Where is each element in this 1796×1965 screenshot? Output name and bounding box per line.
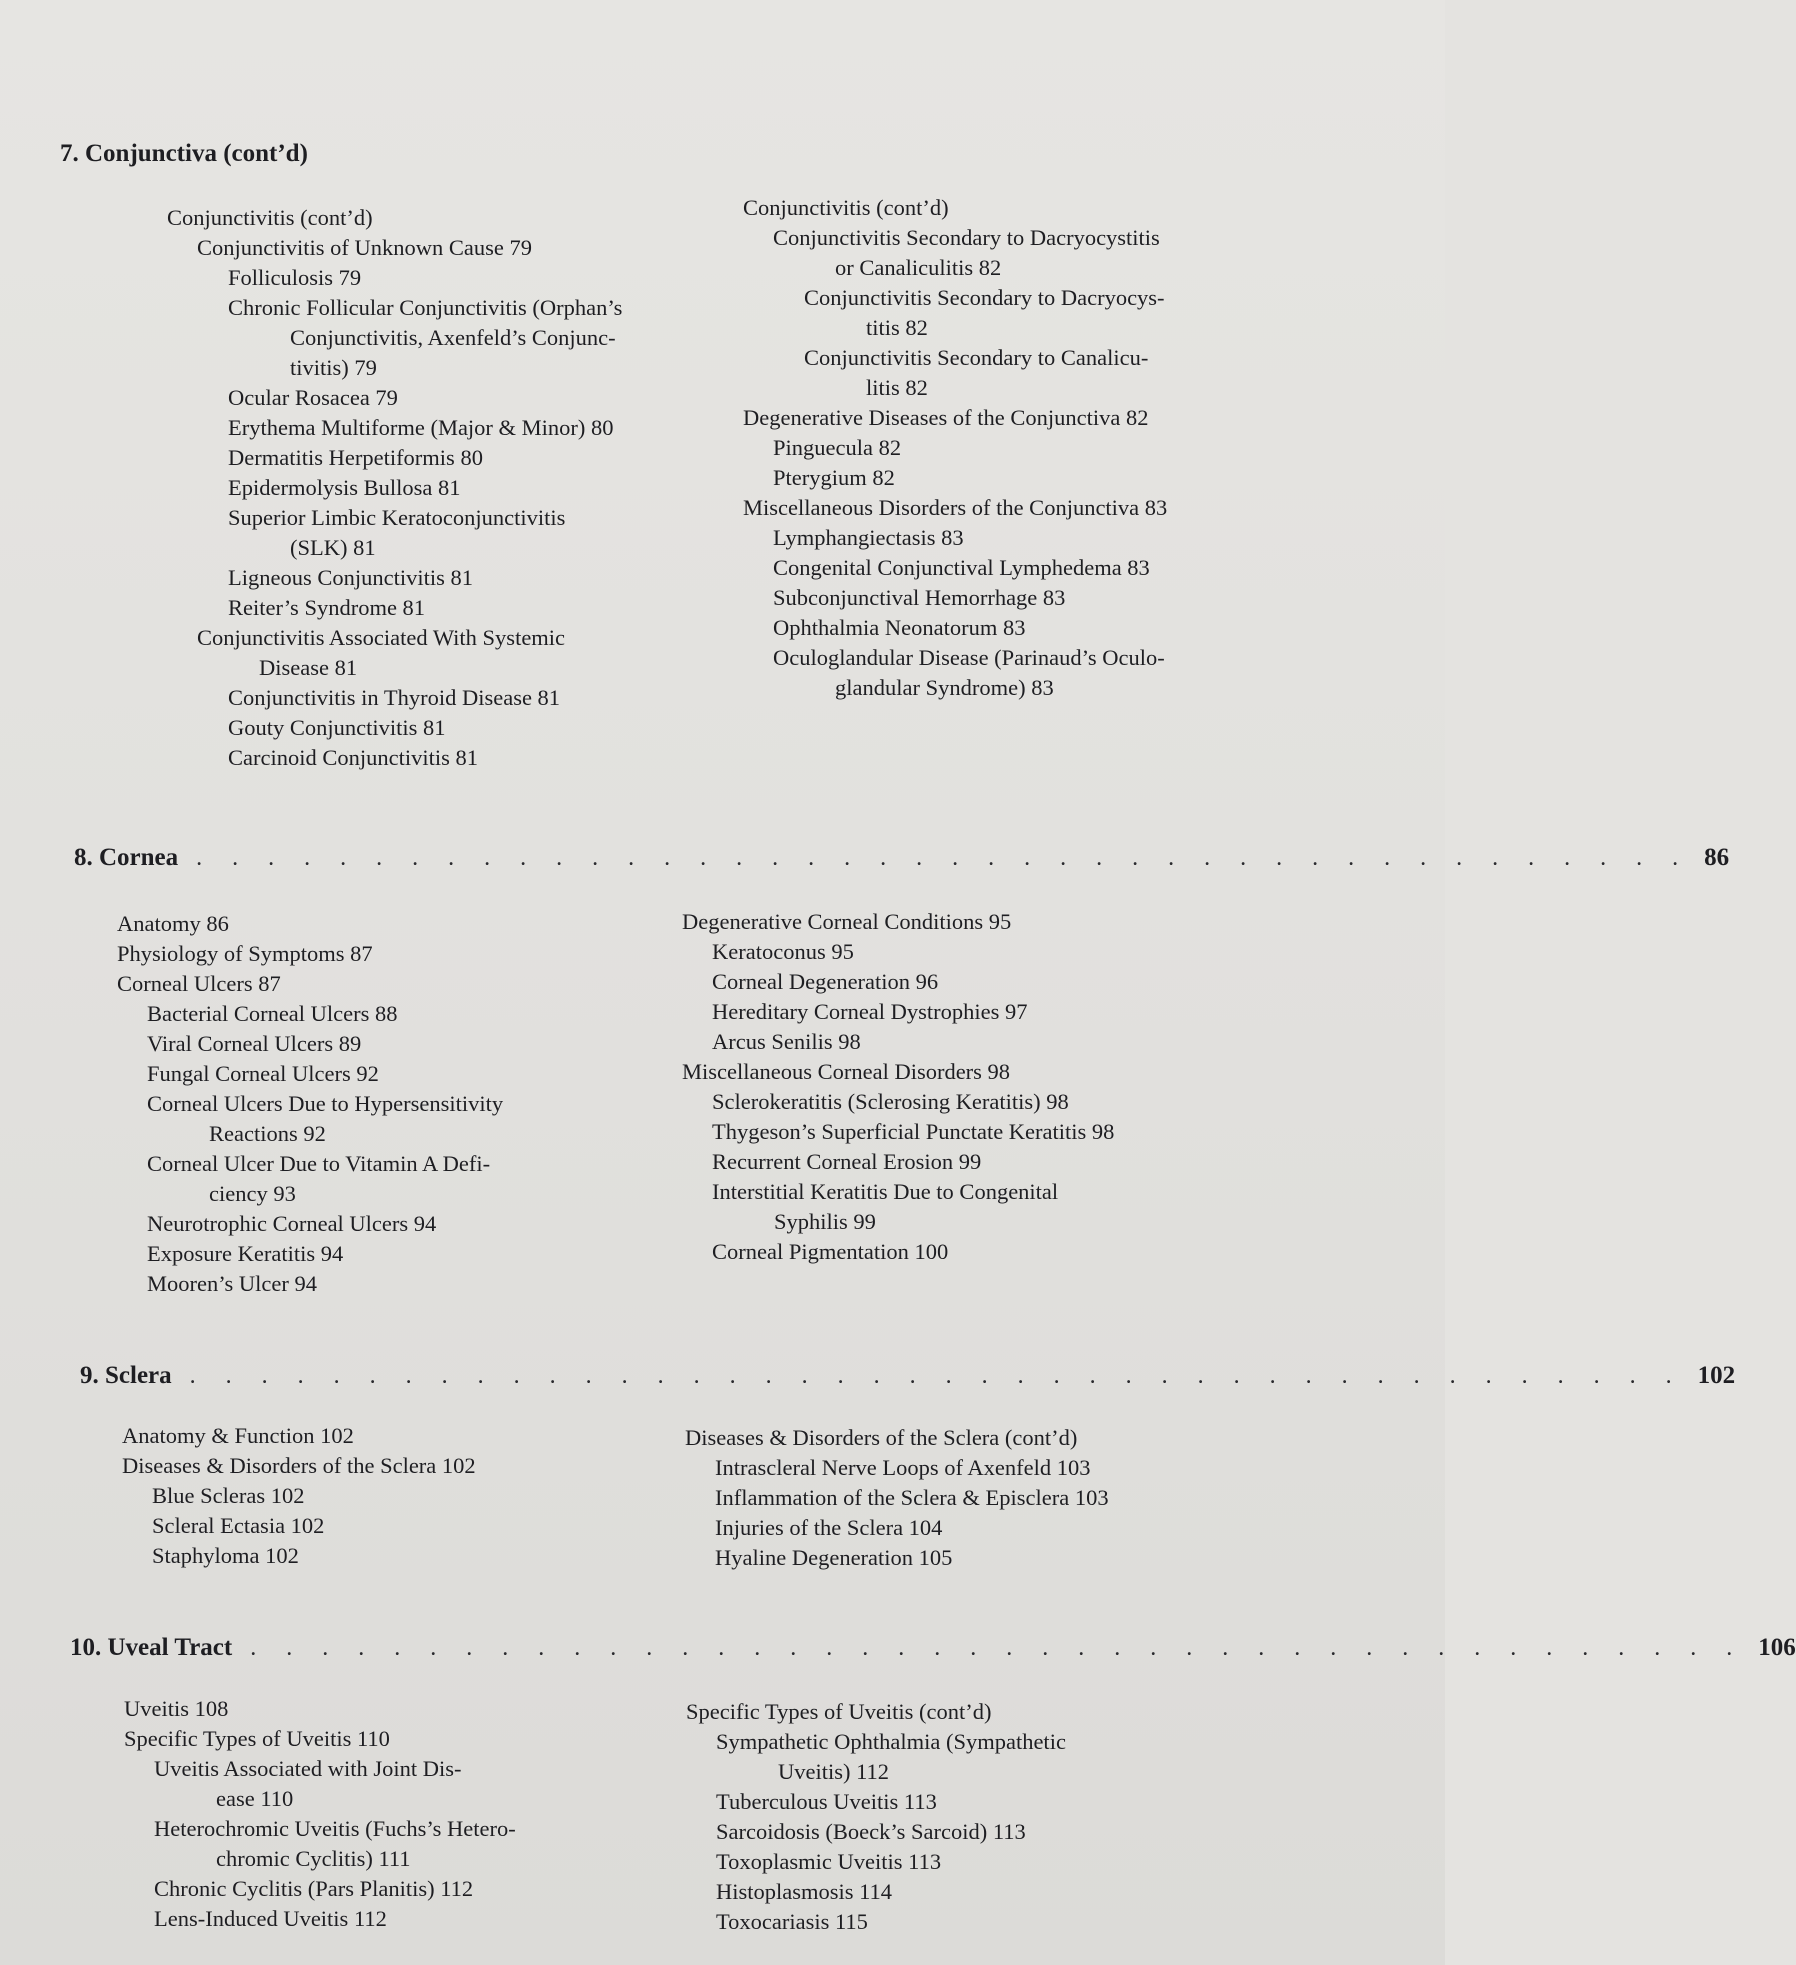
toc-entry-text: Ocular Rosacea 79	[228, 385, 398, 410]
toc-entry	[117, 1149, 503, 1209]
toc-entry	[167, 203, 622, 233]
toc-entry	[167, 413, 622, 443]
toc-entry	[122, 1421, 476, 1451]
toc-entry-text: Pinguecula 82	[773, 435, 902, 460]
toc-entry	[686, 1727, 1066, 1787]
toc-entry	[682, 1147, 1114, 1177]
toc-entry-text: Sympathetic Ophthalmia (Sympathetic	[716, 1729, 1066, 1754]
toc-entry	[167, 743, 622, 773]
chapter-8-page-number: 86	[1704, 844, 1730, 871]
toc-entry-text: Reiter’s Syndrome 81	[228, 595, 426, 620]
toc-entry	[686, 1847, 1066, 1877]
toc-entry-text: Uveitis Associated with Joint Dis-	[154, 1756, 462, 1781]
toc-entry-continuation: Uveitis) 112	[778, 1759, 890, 1784]
toc-entry-text: Hereditary Corneal Dystrophies 97	[712, 999, 1028, 1024]
toc-entry-text: Fungal Corneal Ulcers 92	[147, 1061, 379, 1086]
toc-entry-text: Conjunctivitis Secondary to Dacryocystitis	[773, 225, 1160, 250]
toc-entry-text: Carcinoid Conjunctivitis 81	[228, 745, 478, 770]
toc-entry	[167, 713, 622, 743]
toc-entry	[167, 293, 622, 383]
toc-entry-text: Scleral Ectasia 102	[152, 1513, 325, 1538]
toc-entry-text: Thygeson’s Superficial Punctate Keratitis 98	[712, 1119, 1115, 1144]
toc-entry-text: Chronic Follicular Conjunctivitis (Orphan’s	[228, 295, 623, 320]
toc-entry-text: Corneal Degeneration 96	[712, 969, 939, 994]
toc-entry-continuation: glandular Syndrome) 83	[835, 675, 1054, 700]
toc-entry-text: Toxocariasis 115	[716, 1909, 868, 1934]
toc-entry	[682, 1117, 1114, 1147]
toc-entry-continuation: Disease 81	[259, 655, 358, 680]
toc-entry-text: Lymphangiectasis 83	[773, 525, 964, 550]
toc-entry	[117, 1269, 503, 1299]
toc-entry	[117, 969, 503, 999]
toc-entry	[743, 553, 1167, 583]
toc-entry-text: Anatomy & Function 102	[122, 1423, 354, 1448]
toc-entry-text: Miscellaneous Disorders of the Conjunctiva 83	[743, 495, 1168, 520]
toc-entry-text: Conjunctivitis Secondary to Canalicu-	[804, 345, 1149, 370]
toc-entry	[685, 1543, 1109, 1573]
toc-entry	[682, 1057, 1114, 1087]
toc-entry	[117, 1089, 503, 1149]
toc-entry-continuation: tivitis) 79	[290, 355, 377, 380]
toc-entry-text: Degenerative Diseases of the Conjunctiva 82	[743, 405, 1149, 430]
toc-entry	[686, 1907, 1066, 1937]
toc-entry	[122, 1451, 476, 1481]
toc-entry-text: Intrascleral Nerve Loops of Axenfeld 103	[715, 1455, 1091, 1480]
toc-entry-text: Corneal Ulcers 87	[117, 971, 281, 996]
toc-entry	[685, 1453, 1109, 1483]
toc-entry-text: Mooren’s Ulcer 94	[147, 1271, 317, 1296]
toc-entry-text: Ligneous Conjunctivitis 81	[228, 565, 473, 590]
chapter-10-title: 10. Uveal Tract	[70, 1634, 233, 1661]
toc-entry	[167, 623, 622, 683]
chapter-10-left-column	[124, 1694, 516, 1934]
toc-entry	[167, 383, 622, 413]
dot-leader: . . . . . . . . . . . . . . . . . . . . . . . . . . . . . . . . . . . . . . . . . .	[189, 1363, 1684, 1389]
toc-entry	[743, 583, 1167, 613]
toc-entry	[124, 1814, 516, 1874]
toc-entry-text: Pterygium 82	[773, 465, 895, 490]
toc-entry-continuation: ease 110	[216, 1786, 294, 1811]
toc-entry	[117, 1059, 503, 1089]
toc-entry-text: Epidermolysis Bullosa 81	[228, 475, 461, 500]
toc-entry	[682, 1177, 1114, 1237]
toc-entry	[743, 493, 1167, 523]
toc-entry-text: Erythema Multiforme (Major & Minor) 80	[228, 415, 614, 440]
toc-entry	[685, 1423, 1109, 1453]
chapter-9-left-column	[122, 1421, 476, 1571]
toc-entry-text: Sarcoidosis (Boeck’s Sarcoid) 113	[716, 1819, 1026, 1844]
toc-entry	[122, 1511, 476, 1541]
toc-entry-text: Corneal Pigmentation 100	[712, 1239, 949, 1264]
toc-entry-text: Conjunctivitis of Unknown Cause 79	[197, 235, 532, 260]
toc-entry	[743, 643, 1167, 703]
toc-entry	[167, 473, 622, 503]
toc-entry-text: Conjunctivitis in Thyroid Disease 81	[228, 685, 561, 710]
toc-entry	[682, 997, 1114, 1027]
toc-entry	[682, 967, 1114, 997]
toc-entry-text: Chronic Cyclitis (Pars Planitis) 112	[154, 1876, 474, 1901]
dot-leader: . . . . . . . . . . . . . . . . . . . . . . . . . . . . . . . . . . . . . . . . . .	[196, 845, 1691, 871]
toc-entry-text: Anatomy 86	[117, 911, 229, 936]
chapter-10-heading-row	[70, 1634, 1796, 1668]
toc-entry-text: Blue Scleras 102	[152, 1483, 305, 1508]
chapter-10-page-number: 106	[1758, 1634, 1796, 1661]
dot-leader: . . . . . . . . . . . . . . . . . . . . . . . . . . . . . . . . . . . . . . . . . .	[250, 1635, 1745, 1661]
toc-entry	[685, 1513, 1109, 1543]
toc-entry-text: Keratoconus 95	[712, 939, 854, 964]
chapter-9-page-number: 102	[1697, 1362, 1736, 1389]
toc-entry-text: Corneal Ulcer Due to Vitamin A Defi-	[147, 1151, 491, 1176]
toc-entry-text: Diseases & Disorders of the Sclera (cont’d)	[685, 1425, 1078, 1450]
toc-entry-text: Injuries of the Sclera 104	[715, 1515, 943, 1540]
toc-entry-text: Miscellaneous Corneal Disorders 98	[682, 1059, 1011, 1084]
toc-entry-text: Ophthalmia Neonatorum 83	[773, 615, 1026, 640]
toc-entry-continuation: titis 82	[866, 315, 928, 340]
toc-entry	[685, 1483, 1109, 1513]
toc-entry	[743, 283, 1167, 343]
toc-entry-text: Specific Types of Uveitis 110	[124, 1726, 390, 1751]
toc-entry	[117, 1239, 503, 1269]
chapter-9-heading-row	[80, 1362, 1736, 1396]
toc-entry-text: Toxoplasmic Uveitis 113	[716, 1849, 942, 1874]
toc-entry	[743, 613, 1167, 643]
chapter-9-right-column	[685, 1423, 1109, 1573]
toc-entry	[117, 909, 503, 939]
toc-entry	[743, 433, 1167, 463]
toc-entry	[122, 1481, 476, 1511]
toc-entry	[743, 343, 1167, 403]
toc-entry-text: Uveitis 108	[124, 1696, 229, 1721]
chapter-8-heading-row	[74, 844, 1730, 878]
toc-entry-continuation: (SLK) 81	[290, 535, 376, 560]
toc-entry	[124, 1904, 516, 1934]
toc-entry-text: Physiology of Symptoms 87	[117, 941, 373, 966]
chapter-8-title: 8. Cornea	[74, 844, 179, 871]
toc-entry-text: Conjunctivitis (cont’d)	[743, 195, 949, 220]
chapter-8-right-column	[682, 907, 1114, 1267]
toc-entry-text: Folliculosis 79	[228, 265, 362, 290]
toc-entry-continuation: ciency 93	[209, 1181, 296, 1206]
toc-entry	[167, 233, 622, 263]
chapter-8-left-column	[117, 909, 503, 1299]
toc-entry	[167, 443, 622, 473]
toc-entry	[117, 1209, 503, 1239]
toc-entry	[124, 1724, 516, 1754]
toc-entry-text: Recurrent Corneal Erosion 99	[712, 1149, 982, 1174]
toc-entry	[686, 1697, 1066, 1727]
toc-entry-text: Conjunctivitis Secondary to Dacryocys-	[804, 285, 1165, 310]
toc-entry-text: Conjunctivitis (cont’d)	[167, 205, 373, 230]
toc-entry	[167, 683, 622, 713]
toc-entry-text: Specific Types of Uveitis (cont’d)	[686, 1699, 992, 1724]
chapter-7-left-column	[167, 203, 622, 773]
toc-entry	[124, 1694, 516, 1724]
toc-entry	[117, 1029, 503, 1059]
toc-entry-text: Heterochromic Uveitis (Fuchs’s Hetero-	[154, 1816, 516, 1841]
toc-entry-text: Inflammation of the Sclera & Episclera 103	[715, 1485, 1109, 1510]
toc-entry-text: Diseases & Disorders of the Sclera 102	[122, 1453, 476, 1478]
toc-entry	[743, 223, 1167, 283]
toc-entry-text: Staphyloma 102	[152, 1543, 299, 1568]
toc-entry-text: Conjunctivitis Associated With Systemic	[197, 625, 566, 650]
toc-entry-text: Corneal Ulcers Due to Hypersensitivity	[147, 1091, 504, 1116]
toc-entry-text: Congenital Conjunctival Lymphedema 83	[773, 555, 1150, 580]
toc-entry-text: Subconjunctival Hemorrhage 83	[773, 585, 1066, 610]
toc-entry	[743, 523, 1167, 553]
toc-entry-text: Degenerative Corneal Conditions 95	[682, 909, 1012, 934]
toc-entry-continuation: Syphilis 99	[774, 1209, 876, 1234]
toc-entry-text: Lens-Induced Uveitis 112	[154, 1906, 387, 1931]
toc-entry	[682, 937, 1114, 967]
toc-entry	[167, 503, 622, 563]
toc-entry	[167, 563, 622, 593]
toc-entry	[743, 193, 1167, 223]
toc-entry	[682, 1087, 1114, 1117]
toc-entry	[117, 999, 503, 1029]
toc-entry	[686, 1787, 1066, 1817]
toc-entry	[167, 593, 622, 623]
toc-entry-text: Tuberculous Uveitis 113	[716, 1789, 937, 1814]
toc-entry	[686, 1817, 1066, 1847]
toc-entry-continuation: chromic Cyclitis) 111	[216, 1846, 411, 1871]
toc-entry-text: Neurotrophic Corneal Ulcers 94	[147, 1211, 437, 1236]
toc-entry	[124, 1754, 516, 1814]
toc-entry-text: Gouty Conjunctivitis 81	[228, 715, 446, 740]
toc-entry-continuation: Reactions 92	[209, 1121, 326, 1146]
toc-entry-text: Oculoglandular Disease (Parinaud’s Oculo-	[773, 645, 1165, 670]
chapter-7-heading: 7. Conjunctiva (cont’d)	[60, 140, 308, 167]
toc-entry-text: Hyaline Degeneration 105	[715, 1545, 953, 1570]
toc-entry-text: Dermatitis Herpetiformis 80	[228, 445, 483, 470]
chapter-10-right-column	[686, 1697, 1066, 1937]
chapter-9-title: 9. Sclera	[80, 1362, 172, 1389]
toc-entry	[743, 463, 1167, 493]
toc-entry-text: Bacterial Corneal Ulcers 88	[147, 1001, 398, 1026]
toc-entry	[682, 907, 1114, 937]
toc-entry-continuation: litis 82	[866, 375, 928, 400]
toc-entry-text: Viral Corneal Ulcers 89	[147, 1031, 362, 1056]
toc-entry-text: Histoplasmosis 114	[716, 1879, 893, 1904]
chapter-7-right-column	[743, 193, 1167, 703]
toc-entry-continuation: or Canaliculitis 82	[835, 255, 1002, 280]
toc-entry	[124, 1874, 516, 1904]
toc-entry-text: Superior Limbic Keratoconjunctivitis	[228, 505, 566, 530]
toc-entry-text: Sclerokeratitis (Sclerosing Keratitis) 98	[712, 1089, 1069, 1114]
toc-entry	[682, 1027, 1114, 1057]
toc-entry-text: Exposure Keratitis 94	[147, 1241, 344, 1266]
toc-entry	[686, 1877, 1066, 1907]
toc-entry	[117, 939, 503, 969]
toc-entry	[743, 403, 1167, 433]
toc-entry-continuation: Conjunctivitis, Axenfeld’s Conjunc-	[290, 325, 616, 350]
toc-entry-text: Arcus Senilis 98	[712, 1029, 861, 1054]
toc-entry	[122, 1541, 476, 1571]
toc-entry	[682, 1237, 1114, 1267]
toc-entry	[167, 263, 622, 293]
toc-entry-text: Interstitial Keratitis Due to Congenital	[712, 1179, 1059, 1204]
